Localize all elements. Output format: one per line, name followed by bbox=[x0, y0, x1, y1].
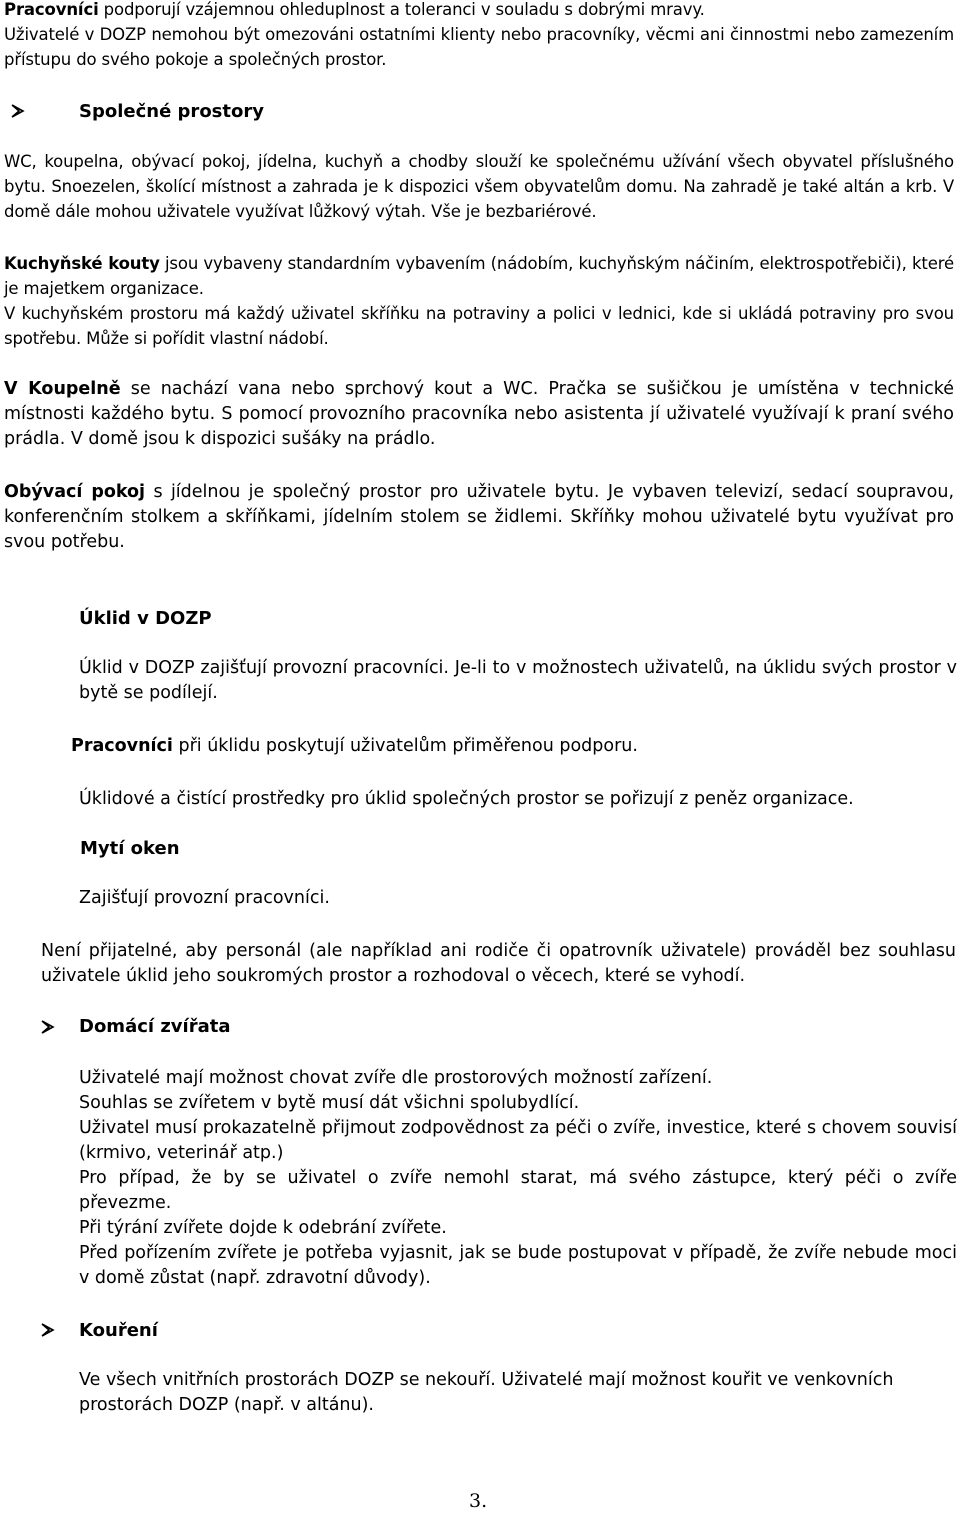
not-acceptable-paragraph: Není přijatelné, aby personál (ale například ani rodiče či opatrovník uživatele) prováděl bez souhlasu uživatele úklid jeho soukromých prostor a rozhodoval o věcech, které se vyhodí. bbox=[41, 941, 956, 986]
heading-pets: Domácí zvířata bbox=[79, 1016, 231, 1037]
kitchen-paragraph bbox=[4, 251, 954, 351]
bathroom-rest: se nachází vana nebo sprchový kout a WC. Pračka se sušičkou je umístěna v technické místnosti každého bytu. S pomocí provozního pracovníka nebo asistenta jí uživatelé využívají k praní svého prádla. V domě jsou k dispozici sušáky na prádlo. bbox=[4, 379, 954, 449]
staff-bold: Pracovníci bbox=[71, 736, 173, 756]
pets-line: Při týrání zvířete dojde k odebrání zvířete. bbox=[79, 1218, 447, 1238]
kitchen-paragraph-2: V kuchyňském prostoru má každý uživatel skříňku na potraviny a polici v lednici, kde si ukládá potraviny pro svou spotřebu. Může si pořídit vlastní nádobí. bbox=[4, 304, 954, 348]
staff-paragraph bbox=[71, 734, 951, 759]
staff-rest: při úklidu poskytují uživatelům přiměřenou podporu. bbox=[172, 736, 638, 756]
bullet-arrow-icon bbox=[40, 1019, 56, 1035]
intro-body: Uživatelé v DOZP nemohou být omezováni ostatními klienty nebo pracovníky, věcmi ani činnostmi nebo zamezením přístupu do svého pokoje a společných prostor. bbox=[4, 25, 954, 69]
heading-shared-spaces: Společné prostory bbox=[79, 101, 264, 122]
page-number: 3. bbox=[469, 1490, 488, 1512]
living-room-paragraph bbox=[4, 480, 954, 555]
bullet-arrow-icon bbox=[10, 103, 26, 119]
intro-lead-rest: podporují vzájemnou ohleduplnost a toleranci v souladu s dobrými mravy. bbox=[98, 0, 705, 19]
pets-line: Uživatel musí prokazatelně přijmout zodpovědnost za péči o zvíře, investice, které s chovem souvisí (krmivo, veterinář atp.) bbox=[79, 1118, 957, 1163]
bullet-arrow-icon bbox=[40, 1322, 56, 1338]
heading-window-washing: Mytí oken bbox=[80, 838, 180, 859]
pets-line: Před pořízením zvířete je potřeba vyjasnit, jak se bude postupovat v případě, že zvíře nebude moci v domě zůstat (např. zdravotní důvody). bbox=[79, 1243, 957, 1288]
smoking-paragraph: Ve všech vnitřních prostorách DOZP se nekouří. Uživatelé mají možnost kouřit ve venkovních prostorách DOZP (např. v altánu). bbox=[79, 1370, 894, 1415]
kitchen-bold: Kuchyňské kouty bbox=[4, 254, 160, 273]
living-room-bold: Obývací pokoj bbox=[4, 482, 146, 502]
living-room-rest: s jídelnou je společný prostor pro uživatele bytu. Je vybaven televizí, sedací soupravou, konferenčním stolkem a skříňkami, jídelním stolem se židlemi. Skříňky mohou uživatelé bytu využívat pro svou potřebu. bbox=[4, 482, 955, 552]
pets-paragraph bbox=[79, 1066, 957, 1291]
intro-lead-bold: Pracovníci bbox=[4, 0, 99, 19]
bathroom-bold: V Koupelně bbox=[4, 379, 121, 399]
bathroom-paragraph bbox=[4, 377, 954, 452]
cleaning-paragraph: Úklid v DOZP zajišťují provozní pracovníci. Je-li to v možnostech uživatelů, na úklidu svých prostor v bytě se podílejí. bbox=[79, 658, 957, 703]
cleaning-supplies-paragraph: Úklidové a čistící prostředky pro úklid společných prostor se pořizují z peněz organizace. bbox=[79, 789, 854, 809]
pets-line: Souhlas se zvířetem v bytě musí dát všichni spolubydlící. bbox=[79, 1093, 580, 1113]
window-washing-text: Zajišťují provozní pracovníci. bbox=[79, 888, 330, 908]
heading-smoking: Kouření bbox=[79, 1320, 158, 1341]
intro-paragraph bbox=[4, 0, 954, 72]
heading-cleaning: Úklid v DOZP bbox=[79, 608, 212, 629]
pets-line: Pro případ, že by se uživatel o zvíře nemohl starat, má svého zástupce, který péči o zvíře převezme. bbox=[79, 1168, 957, 1213]
shared-paragraph: WC, koupelna, obývací pokoj, jídelna, kuchyň a chodby slouží ke společnému užívání všech obyvatel příslušného bytu. Snoezelen, školící místnost a zahrada je k dispozici všem obyvatelům domu. Na zahradě je také altán a krb. V domě dále mohou uživatele využívat lůžkový výtah. Vše je bezbariérové. bbox=[4, 152, 954, 221]
kitchen-rest: jsou vybaveny standardním vybavením (nádobím, kuchyňským náčiním, elektrospotřebiči), které je majetkem organizace. bbox=[4, 254, 954, 298]
pets-line: Uživatelé mají možnost chovat zvíře dle prostorových možností zařízení. bbox=[79, 1068, 713, 1088]
